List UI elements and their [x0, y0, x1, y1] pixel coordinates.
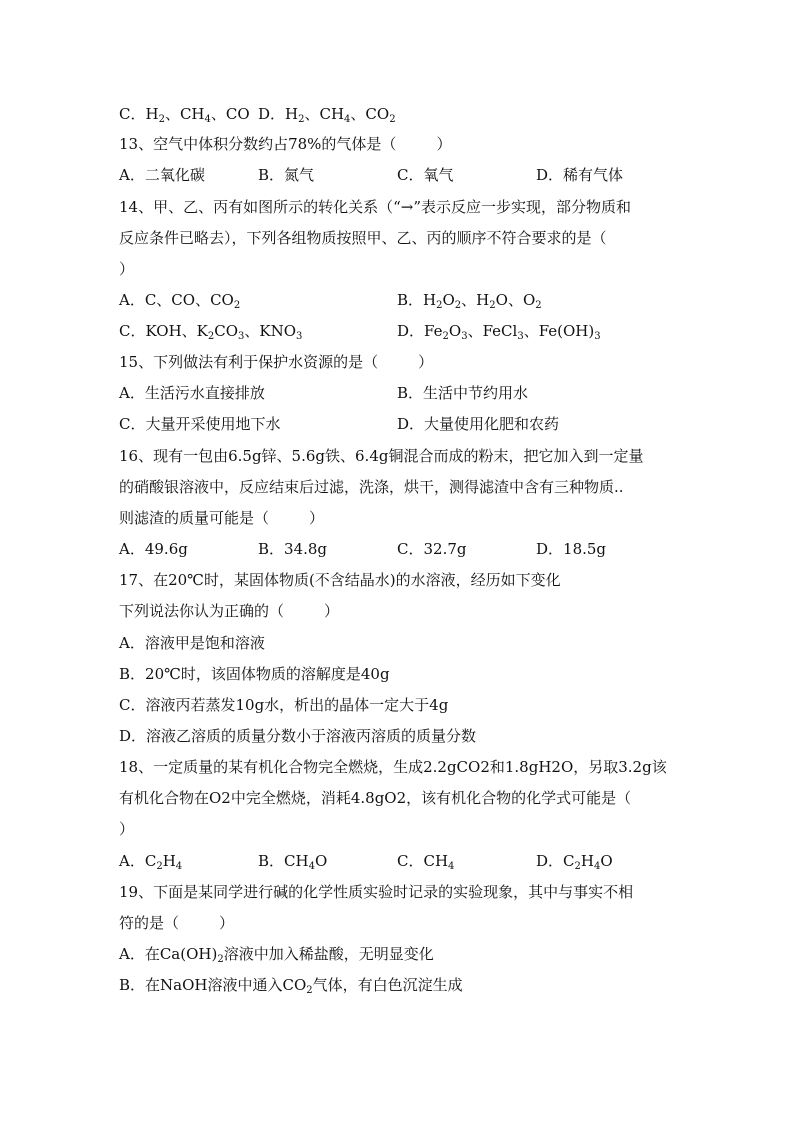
- q13-option-b: B．氮气: [258, 166, 315, 184]
- q18-option-c: C．$CH_4$: [397, 852, 455, 872]
- q18-option-a: A．$C_2H_4$: [119, 852, 183, 872]
- q13-option-a: A．二氧化碳: [119, 166, 205, 184]
- q12-option-c: C．$H_2$、$CH_4$、CO: [119, 105, 250, 125]
- q19-stem-line2: 符的是（ ）: [119, 914, 235, 932]
- q17-stem-line2: 下列说法你认为正确的（ ）: [119, 602, 340, 620]
- q14-option-b: B．$H_2O_2$、$H_2O$、$O_2$: [397, 291, 542, 311]
- q14-stem-line2: 反应条件已略去），下列各组物质按照甲、乙、丙的顺序不符合要求的是（: [119, 229, 607, 247]
- q13-stem: 13、空气中体积分数约占78%的气体是（ ）: [119, 135, 452, 153]
- q17-option-b: B．20℃时，该固体物质的溶解度是40g: [119, 665, 390, 683]
- q18-option-d: D．$C_2H_4O$: [536, 852, 613, 872]
- q14-option-a: A．C、CO、$CO_2$: [119, 291, 241, 311]
- q12-option-d: D．$H_2$、$CH_4$、$CO_2$: [258, 105, 396, 125]
- q18-stem-line1: 18、一定质量的某有机化合物完全燃烧，生成2.2gCO2和1.8gH2O，另取3.2g该: [119, 758, 667, 776]
- q19-option-b: B．在NaOH溶液中通入$CO_2$气体，有白色沉淀生成: [119, 976, 463, 996]
- q19-stem-line1: 19、下面是某同学进行碱的化学性质实验时记录的实验现象，其中与事实不相: [119, 883, 634, 901]
- q13-option-c: C．氧气: [397, 166, 454, 184]
- q15-stem: 15、下列做法有利于保护水资源的是（ ）: [119, 353, 434, 371]
- q17-stem-line1: 17、在20℃时，某固体物质(不含结晶水)的水溶液，经历如下变化: [119, 571, 561, 589]
- q16-stem-line2: 的硝酸银溶液中，反应结束后过滤，洗涤，烘干，测得滤渣中含有三种物质..: [119, 478, 624, 496]
- q14-option-d: D．$Fe_2O_3$、FeCl$_3$、$Fe(OH)_3$: [397, 322, 601, 342]
- q15-option-c: C．大量开采使用地下水: [119, 415, 281, 433]
- q16-option-a: A．49.6g: [119, 540, 188, 558]
- q15-option-b: B．生活中节约用水: [397, 384, 529, 402]
- q14-stem-line1: 14、甲、乙、丙有如图所示的转化关系（“→”表示反应一步实现，部分物质和: [119, 198, 631, 216]
- q17-option-c: C．溶液丙若蒸发10g水，析出的晶体一定大于4g: [119, 696, 449, 714]
- q16-option-b: B．34.8g: [258, 540, 328, 558]
- q18-option-b: B．$CH_4O$: [258, 852, 328, 872]
- q17-option-a: A．溶液甲是饱和溶液: [119, 634, 265, 652]
- q14-stem-line3: ）: [119, 260, 135, 278]
- q13-option-d: D．稀有气体: [536, 166, 624, 184]
- q18-stem-line2: 有机化合物在O2中完全燃烧，消耗4.8gO2，该有机化合物的化学式可能是（: [119, 789, 632, 807]
- q16-option-d: D．18.5g: [536, 540, 607, 558]
- q18-stem-line3: ）: [119, 820, 135, 838]
- q15-option-d: D．大量使用化肥和农药: [397, 415, 560, 433]
- q14-option-c: C．KOH、$K_2CO_3$、$KNO_3$: [119, 322, 303, 342]
- q15-option-a: A．生活污水直接排放: [119, 384, 265, 402]
- q19-option-a: A．在$Ca(OH)_2$溶液中加入稀盐酸，无明显变化: [119, 945, 434, 965]
- q16-option-c: C．32.7g: [397, 540, 467, 558]
- q17-option-d: D．溶液乙溶质的质量分数小于溶液丙溶质的质量分数: [119, 727, 477, 745]
- q16-stem-line1: 16、现有一包由6.5g锌、5.6g铁、6.4g铜混合而成的粉末，把它加入到一定量: [119, 447, 644, 465]
- q16-stem-line3: 则滤渣的质量可能是（ ）: [119, 509, 325, 527]
